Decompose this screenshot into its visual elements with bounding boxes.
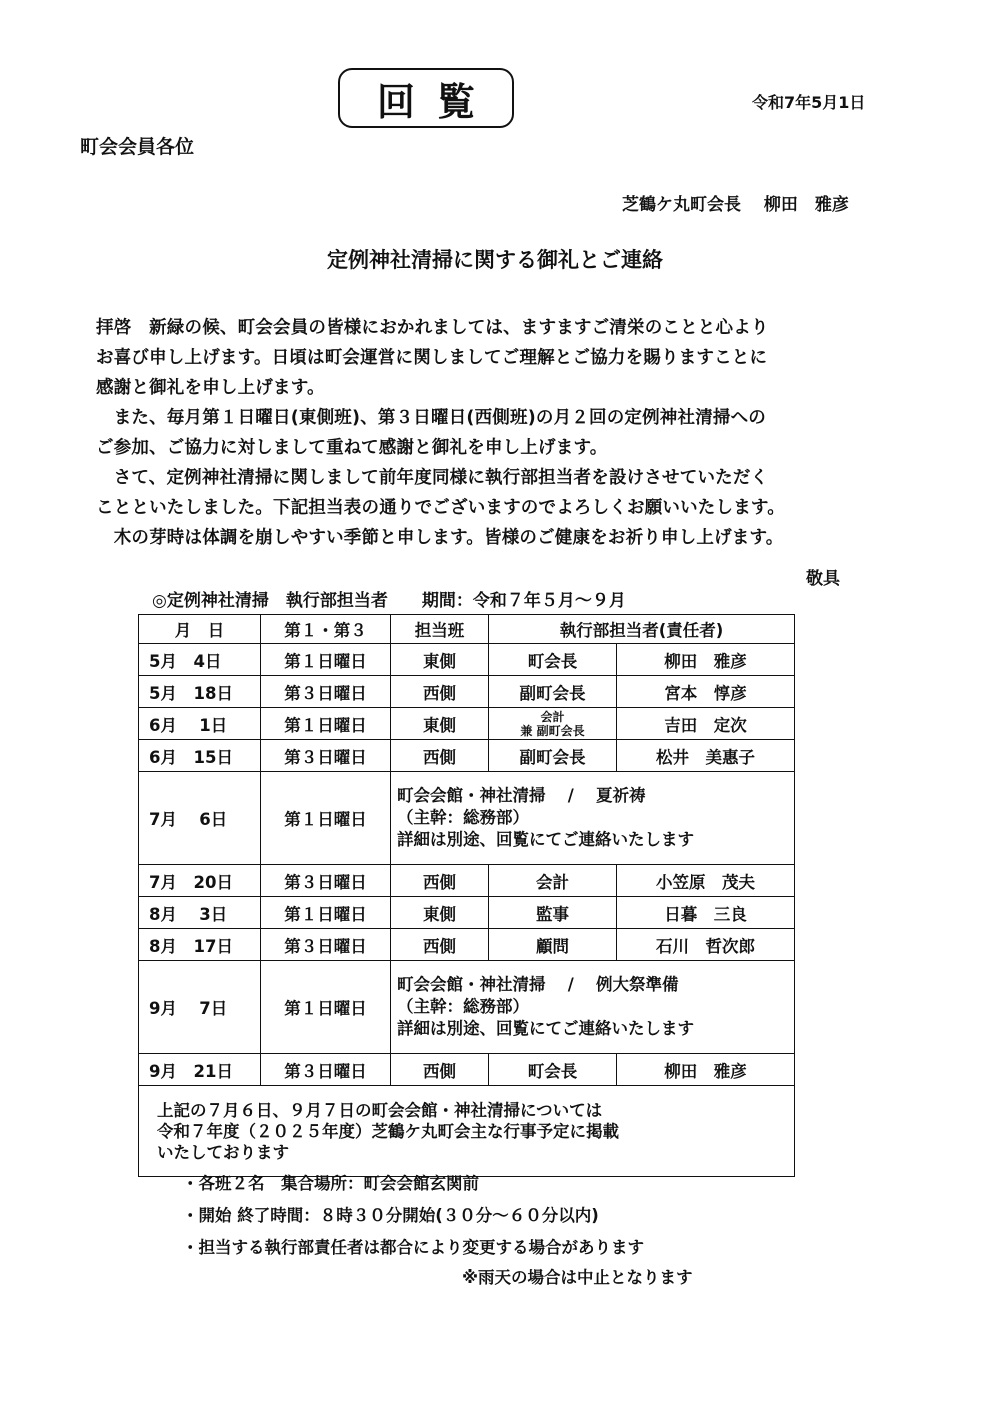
row-date: 8月 3日 bbox=[139, 897, 261, 929]
row-team: 東側 bbox=[391, 708, 489, 740]
body-line: また、毎月第１日曜日(東側班)、第３日曜日(西側班)の月２回の定例神社清掃への bbox=[96, 408, 766, 428]
body-line: 拝啓 新緑の候、町会会員の皆様におかれましては、ますますご清栄のことと心より bbox=[96, 318, 769, 338]
row-name: 吉田 定次 bbox=[617, 708, 795, 740]
row-team: 東側 bbox=[391, 897, 489, 929]
row-week: 第１日曜日 bbox=[261, 897, 391, 929]
header-officer: 執行部担当者(責任者) bbox=[489, 615, 795, 644]
row-week: 第１日曜日 bbox=[261, 772, 391, 865]
row-role bbox=[489, 708, 617, 740]
table-row bbox=[139, 644, 795, 676]
row-week: 第１日曜日 bbox=[261, 644, 391, 676]
row-team: 西側 bbox=[391, 865, 489, 897]
table-caption: ◎定例神社清掃 執行部担当者 期間：令和７年５月～９月 bbox=[152, 591, 626, 611]
document-title: 定例神社清掃に関する御礼とご連絡 bbox=[327, 248, 663, 272]
row-role: 監事 bbox=[489, 897, 617, 929]
role-line: 兼 副町会長 bbox=[520, 723, 585, 738]
row-date: 6月 1日 bbox=[139, 708, 261, 740]
table-row bbox=[139, 897, 795, 929]
footnote-line: 上記の７月６日、９月７日の町会会館・神社清掃については bbox=[157, 1100, 603, 1120]
row-event bbox=[391, 772, 795, 865]
body-line: 木の芽時は体調を崩しやすい季節と申します。皆様のご健康をお祈り申し上げます。 bbox=[96, 528, 784, 548]
row-role: 副町会長 bbox=[489, 740, 617, 772]
table-row bbox=[139, 708, 795, 740]
role-line: 会計 bbox=[540, 709, 565, 724]
row-role: 副町会長 bbox=[489, 676, 617, 708]
row-team: 西側 bbox=[391, 929, 489, 961]
row-date: 5月 18日 bbox=[139, 676, 261, 708]
row-date: 6月 15日 bbox=[139, 740, 261, 772]
note-line: ・開始 終了時間：８時３０分開始(３０分～６０分以内) bbox=[182, 1206, 599, 1225]
row-week: 第３日曜日 bbox=[261, 740, 391, 772]
note-line: ・各班２名 集合場所：町会会館玄関前 bbox=[182, 1174, 479, 1193]
table-row bbox=[139, 740, 795, 772]
issue-date: 令和7年5月1日 bbox=[752, 93, 866, 112]
footnote-line: いたしております bbox=[157, 1142, 289, 1162]
body-line: 感謝と御礼を申し上げます。 bbox=[96, 378, 325, 398]
body-line: ご参加、ご協力に対しまして重ねて感謝と御礼を申し上げます。 bbox=[96, 438, 608, 458]
header-team: 担当班 bbox=[391, 615, 489, 644]
event-line: 町会会館・神社清掃 / 例大祭準備 bbox=[397, 975, 679, 994]
row-name: 松井 美惠子 bbox=[617, 740, 795, 772]
row-date: 5月 4日 bbox=[139, 644, 261, 676]
body-line: ことといたしました。下記担当表の通りでございますのでよろしくお願いいたします。 bbox=[96, 498, 785, 518]
table-row bbox=[139, 772, 795, 865]
schedule-table bbox=[138, 614, 795, 1177]
row-date: 9月 21日 bbox=[139, 1054, 261, 1086]
circular-badge: 回覧 bbox=[338, 68, 514, 128]
row-name: 日暮 三良 bbox=[617, 897, 795, 929]
row-name: 柳田 雅彦 bbox=[617, 1054, 795, 1086]
table-row bbox=[139, 1054, 795, 1086]
row-event bbox=[391, 961, 795, 1054]
row-date: 8月 17日 bbox=[139, 929, 261, 961]
body-line: さて、定例神社清掃に関しまして前年度同様に執行部担当者を設けさせていただく bbox=[96, 468, 769, 488]
row-week: 第１日曜日 bbox=[261, 961, 391, 1054]
recipient: 町会会員各位 bbox=[80, 136, 195, 158]
rain-note: ※雨天の場合は中止となります bbox=[462, 1268, 693, 1287]
row-week: 第３日曜日 bbox=[261, 929, 391, 961]
sender: 芝鶴ケ丸町会長 柳田 雅彦 bbox=[622, 195, 849, 215]
table-row bbox=[139, 961, 795, 1054]
table-header-row bbox=[139, 615, 795, 644]
note-line: ・担当する執行部責任者は都合により変更する場合があります bbox=[182, 1238, 644, 1257]
row-role: 顧問 bbox=[489, 929, 617, 961]
row-date: 9月 7日 bbox=[139, 961, 261, 1054]
row-date: 7月 20日 bbox=[139, 865, 261, 897]
footnote-line: 令和７年度（２０２５年度）芝鶴ケ丸町会主な行事予定に掲載 bbox=[157, 1121, 619, 1141]
header-date: 月 日 bbox=[139, 615, 261, 644]
event-line: （主幹：総務部） bbox=[397, 997, 529, 1016]
row-role: 町会長 bbox=[489, 644, 617, 676]
row-week: 第１日曜日 bbox=[261, 708, 391, 740]
event-line: 詳細は別途、回覧にてご連絡いたします bbox=[397, 1019, 694, 1038]
table-footnote-row bbox=[139, 1086, 795, 1177]
row-team: 西側 bbox=[391, 740, 489, 772]
table-row bbox=[139, 865, 795, 897]
table-footnote bbox=[139, 1086, 795, 1177]
row-role: 町会長 bbox=[489, 1054, 617, 1086]
row-name: 宮本 惇彦 bbox=[617, 676, 795, 708]
table-row bbox=[139, 929, 795, 961]
row-week: 第３日曜日 bbox=[261, 1054, 391, 1086]
header-week: 第１・第３ bbox=[261, 615, 391, 644]
body-line: お喜び申し上げます。日頃は町会運営に関しましてご理解とご協力を賜りますことに bbox=[96, 348, 768, 368]
row-team: 西側 bbox=[391, 1054, 489, 1086]
row-week: 第３日曜日 bbox=[261, 865, 391, 897]
row-week: 第３日曜日 bbox=[261, 676, 391, 708]
row-team: 東側 bbox=[391, 644, 489, 676]
row-name: 小笠原 茂夫 bbox=[617, 865, 795, 897]
row-role: 会計 bbox=[489, 865, 617, 897]
event-line: （主幹：総務部） bbox=[397, 808, 529, 827]
row-team: 西側 bbox=[391, 676, 489, 708]
event-line: 詳細は別途、回覧にてご連絡いたします bbox=[397, 830, 694, 849]
table-row bbox=[139, 676, 795, 708]
row-name: 石川 哲次郎 bbox=[617, 929, 795, 961]
closing-word: 敬具 bbox=[806, 569, 840, 589]
row-date: 7月 6日 bbox=[139, 772, 261, 865]
event-line: 町会会館・神社清掃 / 夏祈祷 bbox=[397, 786, 646, 805]
row-name: 柳田 雅彦 bbox=[617, 644, 795, 676]
